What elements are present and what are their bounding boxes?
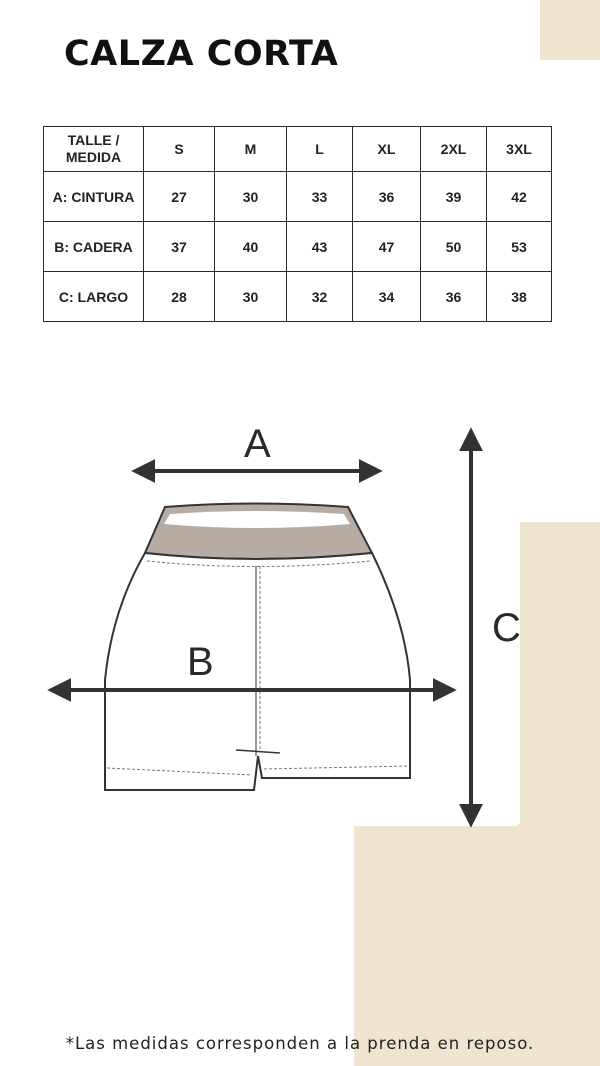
table-cell: 50 — [421, 222, 487, 272]
row-label-cadera: B: CADERA — [44, 222, 144, 272]
row-label-cintura: A: CINTURA — [44, 172, 144, 222]
table-cell: 38 — [487, 272, 552, 322]
measurement-label-a: A — [244, 422, 271, 466]
table-cell: 30 — [215, 172, 287, 222]
page-title: CALZA CORTA — [64, 34, 339, 74]
waistband-inner — [164, 511, 350, 528]
table-cell: 47 — [353, 222, 421, 272]
header-label-line1: TALLE / — [67, 132, 120, 148]
row-label-largo: C: LARGO — [44, 272, 144, 322]
table-cell: 32 — [287, 272, 353, 322]
table-cell: 34 — [353, 272, 421, 322]
measurement-label-c: C — [492, 606, 521, 650]
table-cell: 27 — [144, 172, 215, 222]
table-cell: 39 — [421, 172, 487, 222]
size-header: 3XL — [487, 127, 552, 172]
shorts-body-outline — [105, 553, 410, 790]
table-cell: 33 — [287, 172, 353, 222]
table-cell: 28 — [144, 272, 215, 322]
table-cell: 42 — [487, 172, 552, 222]
size-header: S — [144, 127, 215, 172]
size-header: M — [215, 127, 287, 172]
table-cell: 36 — [421, 272, 487, 322]
table-cell: 53 — [487, 222, 552, 272]
table-cell: 30 — [215, 272, 287, 322]
size-header: L — [287, 127, 353, 172]
header-label-line2: MEDIDA — [65, 149, 122, 165]
size-header: XL — [353, 127, 421, 172]
size-header: 2XL — [421, 127, 487, 172]
table-cell: 36 — [353, 172, 421, 222]
measurement-label-b: B — [187, 640, 214, 684]
table-cell: 43 — [287, 222, 353, 272]
footnote: *Las medidas corresponden a la prenda en reposo. — [65, 1034, 535, 1053]
table-cell: 37 — [144, 222, 215, 272]
table-cell: 40 — [215, 222, 287, 272]
